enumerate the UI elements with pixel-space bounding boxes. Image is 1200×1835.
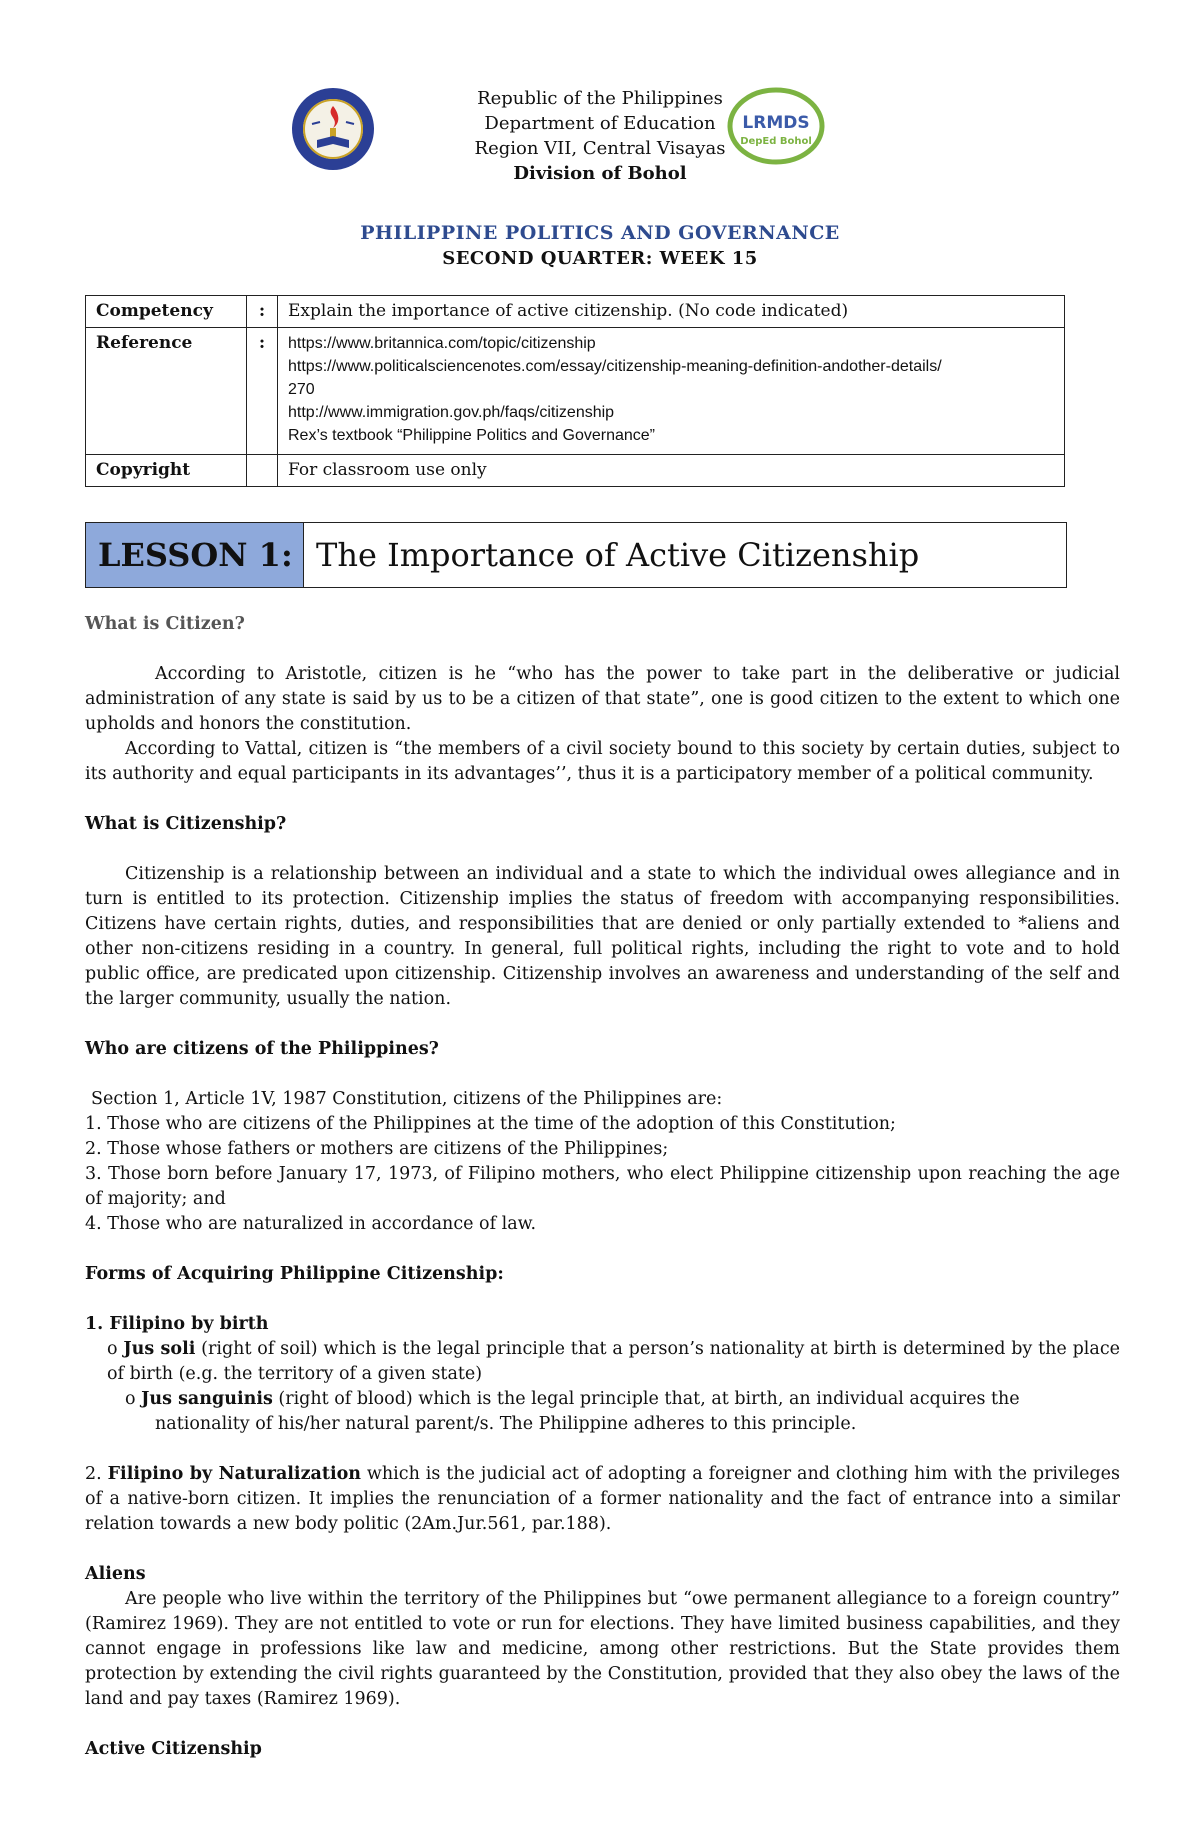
- lesson-banner: [85, 522, 1067, 588]
- jus-sanguinis-text: (right of blood) which is the legal principle that, at birth, an individual acquires the: [272, 1389, 1020, 1409]
- bullet-icon: o: [107, 1339, 118, 1359]
- reference-link-continued[interactable]: 270: [288, 381, 315, 398]
- reference-link[interactable]: http://www.immigration.gov.ph/faqs/citizenship: [288, 404, 615, 421]
- lesson-title: The Importance of Active Citizenship: [316, 536, 920, 574]
- lesson-content: [85, 612, 1120, 1762]
- competency-label: Competency: [86, 296, 247, 328]
- lrmds-logo-icon: [726, 86, 826, 166]
- copyright-row: [86, 455, 1065, 487]
- form-2-number: 2.: [85, 1464, 108, 1484]
- heading-forms: Forms of Acquiring Philippine Citizenship:: [85, 1264, 504, 1284]
- division-line: Division of Bohol: [513, 163, 687, 184]
- government-lines: [0, 86, 1200, 186]
- jus-sanguinis-continued: nationality of his/her natural parent/s. The Philippine adheres to this principle.: [155, 1414, 857, 1434]
- department-line: Department of Education: [484, 113, 716, 134]
- reference-textbook: Rex’s textbook “Philippine Politics and Governance”: [288, 427, 656, 444]
- list-item: 4. Those who are naturalized in accordance of law.: [85, 1214, 537, 1234]
- form-2-term: Filipino by Naturalization: [107, 1464, 361, 1484]
- reference-list: [278, 328, 1065, 455]
- jus-soli-item: [85, 1337, 1120, 1387]
- svg-text:DepEd Bohol: DepEd Bohol: [740, 136, 812, 147]
- list-item: 1. Those who are citizens of the Philippines at the time of the adoption of this Constitution;: [85, 1114, 896, 1134]
- subject-title: PHILIPPINE POLITICS AND GOVERNANCE: [360, 222, 840, 244]
- heading-aliens: Aliens: [85, 1564, 146, 1584]
- reference-label: Reference: [86, 328, 247, 455]
- jus-soli-term: Jus soli: [123, 1339, 196, 1359]
- paragraph-citizenship: Citizenship is a relationship between an individual and a state to which the individual owes allegiance and in turn is entitled to its protection. Citizenship implies the status of freedom with accompanying responsibilities. Citizens have certain rights, duties, and responsibilities that are denied or only partially extended to *aliens and other non-citizens residing in a country. In general, full political rights, including the right to vote and to hold public office, are predicated upon citizenship. Citizenship involves an awareness and understanding of the self and the larger community, usually the nation.: [85, 864, 1120, 1009]
- reference-link[interactable]: https://www.britannica.com/topic/citizenship: [288, 335, 596, 352]
- competency-row: [86, 296, 1065, 328]
- copyright-label: Copyright: [86, 455, 247, 487]
- paragraph-aliens: Are people who live within the territory of the Philippines but “owe permanent allegiance to a foreign country” (Ramirez 1969). They are not entitled to vote or run for elections. They have limited business capabilities, and they cannot engage in professions like law and medicine, among other restrictions. But the State provides them protection by extending the civil rights guaranteed by the Constitution, provided that they also obey the laws of the land and pay taxes (Ramirez 1969).: [85, 1589, 1120, 1709]
- heading-who-are-citizens: Who are citizens of the Philippines?: [85, 1039, 439, 1059]
- empty-cell: [247, 455, 278, 487]
- paragraph-aristotle: According to Aristotle, citizen is he “who has the power to take part in the deliberative or judicial administration of any state is said by us to be a citizen of that state”, one is good citizen to the extent to which one upholds and honors the constitution.: [85, 664, 1120, 734]
- republic-line: Republic of the Philippines: [477, 88, 723, 109]
- paragraph-vattal: According to Vattal, citizen is “the members of a civil society bound to this society by certain duties, subject to its authority and equal participants in its advantages’’, thus it is a participatory member of a political community.: [85, 739, 1120, 784]
- form-1-title: 1. Filipino by birth: [85, 1314, 269, 1334]
- form-2-paragraph: [85, 1462, 1120, 1537]
- paragraph-section: Section 1, Article 1V, 1987 Constitution, citizens of the Philippines are:: [91, 1089, 723, 1109]
- reference-row: [86, 328, 1065, 455]
- form-2-text: which is the judicial act of adopting a foreigner and clothing him with the privileges of a native-born citizen. It implies the renunciation of a former nationality and the fact of entrance into a similar relation towards a new body politic (2Am.Jur.561, par.188).: [85, 1464, 1121, 1534]
- svg-text:LRMDS: LRMDS: [742, 113, 810, 133]
- list-item: 2. Those whose fathers or mothers are citizens of the Philippines;: [85, 1139, 669, 1159]
- bullet-icon: o: [125, 1389, 136, 1409]
- competency-value: Explain the importance of active citizenship. (No code indicated): [278, 296, 1065, 328]
- jus-sanguinis-item: [85, 1387, 1120, 1437]
- quarter-title: SECOND QUARTER: WEEK 15: [442, 248, 758, 269]
- heading-what-is-citizenship: What is Citizenship?: [85, 814, 287, 834]
- colon: :: [247, 296, 278, 328]
- heading-active-citizenship: Active Citizenship: [85, 1739, 262, 1759]
- reference-link[interactable]: https://www.politicalsciencenotes.com/essay/citizenship-meaning-definition-andother-details/: [288, 358, 942, 375]
- region-line: Region VII, Central Visayas: [474, 138, 726, 159]
- copyright-value: For classroom use only: [278, 455, 1065, 487]
- list-item: 3. Those born before January 17, 1973, of Filipino mothers, who elect Philippine citizenship upon reaching the age of majority; and: [85, 1164, 1120, 1209]
- info-table: [85, 295, 1065, 487]
- jus-sanguinis-term: Jus sanguinis: [141, 1389, 273, 1409]
- colon: :: [247, 328, 278, 455]
- heading-what-is-citizen: What is Citizen?: [85, 614, 245, 634]
- letterhead: [0, 86, 1200, 196]
- jus-soli-text: (right of soil) which is the legal principle that a person’s nationality at birth is determined by the place of birth (e.g. the territory of a given state): [107, 1339, 1120, 1384]
- lesson-label: LESSON 1:: [86, 523, 304, 587]
